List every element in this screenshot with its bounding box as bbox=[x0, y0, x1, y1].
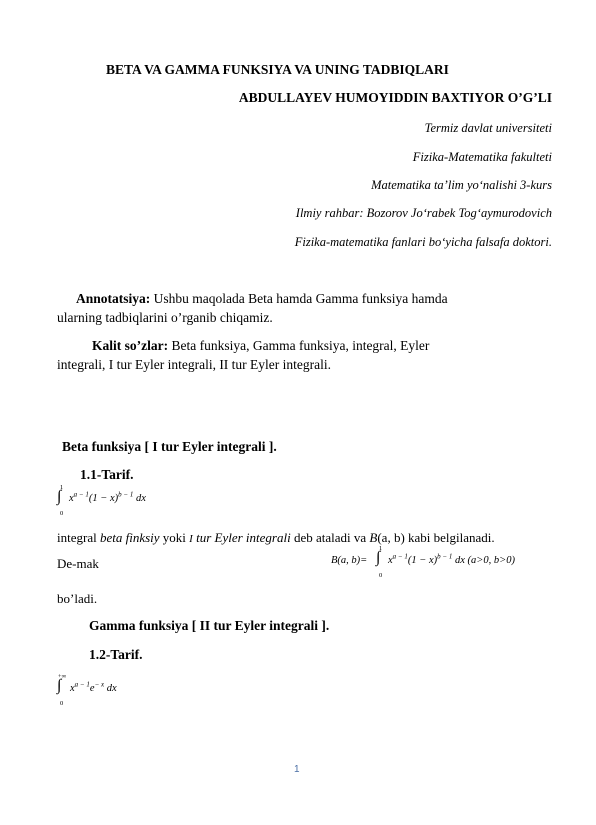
exponent-b: b − 1 bbox=[118, 490, 134, 499]
abstract-label: Annotatsiya: bbox=[76, 291, 151, 306]
sentence-beta-term: beta finksiy bbox=[99, 530, 160, 545]
formula-upper-limit: 1 bbox=[379, 545, 383, 552]
gamma-x: x bbox=[70, 683, 75, 694]
gamma-dx: dx bbox=[104, 683, 117, 694]
affiliation-university: Termiz davlat universiteti bbox=[424, 121, 552, 135]
formula-rest: dx (a>0, b>0) bbox=[455, 555, 515, 566]
beta-integral-expression bbox=[57, 484, 177, 520]
sentence-euler-term: tur Eyler integrali bbox=[192, 530, 291, 545]
definition-1-2: 1.2-Tarif. bbox=[89, 647, 143, 662]
gamma-e: e bbox=[89, 683, 95, 694]
integral-sign: ∫ bbox=[57, 488, 62, 505]
gamma-exponent-x: − x bbox=[94, 680, 105, 689]
formula-exponent-a: a − 1 bbox=[392, 552, 408, 561]
section-heading-gamma: Gamma funksiya [ II tur Eyler integrali ]. bbox=[89, 618, 330, 633]
gamma-exponent-a: a − 1 bbox=[74, 680, 90, 689]
keywords-line-1 bbox=[92, 337, 429, 355]
gamma-integral-sign: ∫ bbox=[57, 677, 62, 694]
integrand-x: x bbox=[69, 493, 74, 504]
abstract-line-2: ularning tadbiqlarini o’rganib chiqamiz. bbox=[57, 310, 273, 325]
integrand bbox=[69, 490, 146, 504]
paper-title: BETA VA GAMMA FUNKSIYA VA UNING TADBIQLARI bbox=[106, 62, 449, 77]
sentence-part-1: integral bbox=[57, 530, 100, 545]
sentence-part-8: (a, b) kabi belgilanadi. bbox=[377, 530, 495, 545]
formula-paren: (1 − x) bbox=[407, 555, 438, 566]
boladi-text: bo’ladi. bbox=[57, 591, 98, 606]
gamma-lower-limit: 0 bbox=[60, 700, 64, 707]
sentence-roman-one: I bbox=[189, 533, 193, 545]
gamma-integrand bbox=[70, 680, 117, 694]
formula-integral-sign: ∫ bbox=[376, 549, 381, 566]
beta-formula bbox=[331, 545, 551, 581]
integrand-paren: (1 − x) bbox=[88, 493, 119, 504]
exponent-a: a − 1 bbox=[73, 490, 89, 499]
sentence-part-3: yoki bbox=[159, 530, 190, 545]
affiliation-advisor: Ilmiy rahbar: Bozorov Jo‘rabek Tog‘aymurodovich bbox=[295, 206, 552, 220]
affiliation-faculty: Fizika-Matematika fakulteti bbox=[412, 150, 552, 164]
formula-exponent-b: b − 1 bbox=[437, 552, 453, 561]
formula-integrand bbox=[388, 552, 515, 566]
formula-lower-limit: 0 bbox=[379, 572, 383, 579]
keywords-label: Kalit so’zlar: bbox=[92, 338, 169, 353]
formula-lhs: B(a, b)= bbox=[331, 555, 368, 566]
definition-1-1: 1.1-Tarif. bbox=[80, 467, 134, 482]
integral-upper-limit: 1 bbox=[60, 484, 64, 491]
gamma-integral-expression bbox=[57, 673, 177, 709]
affiliation-course: Matematika ta’lim yo‘nalishi 3-kurs bbox=[371, 178, 552, 192]
section-heading-beta: Beta funksiya [ I tur Eyler integrali ]. bbox=[62, 439, 277, 454]
demak-label: De-mak bbox=[57, 556, 99, 571]
abstract-text-1: Ushbu maqolada Beta hamda Gamma funksiya hamda bbox=[150, 291, 448, 306]
author-name: ABDULLAYEV HUMOYIDDIN BAXTIYOR O’G’LI bbox=[238, 90, 552, 105]
sentence-b-symbol: B bbox=[369, 530, 378, 545]
sentence-part-6: deb ataladi va bbox=[290, 530, 370, 545]
affiliation-degree: Fizika-matematika fanlari bo‘yicha falsafa doktori. bbox=[294, 235, 552, 249]
integrand-dx: dx bbox=[133, 493, 146, 504]
formula-x: x bbox=[388, 555, 393, 566]
page-number: 1 bbox=[294, 764, 300, 775]
abstract-line-1 bbox=[76, 290, 448, 308]
keywords-text-1: Beta funksiya, Gamma funksiya, integral, Eyler bbox=[168, 338, 430, 353]
gamma-upper-limit: +∞ bbox=[58, 673, 67, 680]
keywords-line-2: integrali, I tur Eyler integrali, II tur Eyler integrali. bbox=[57, 357, 332, 372]
integral-lower-limit: 0 bbox=[60, 510, 64, 517]
